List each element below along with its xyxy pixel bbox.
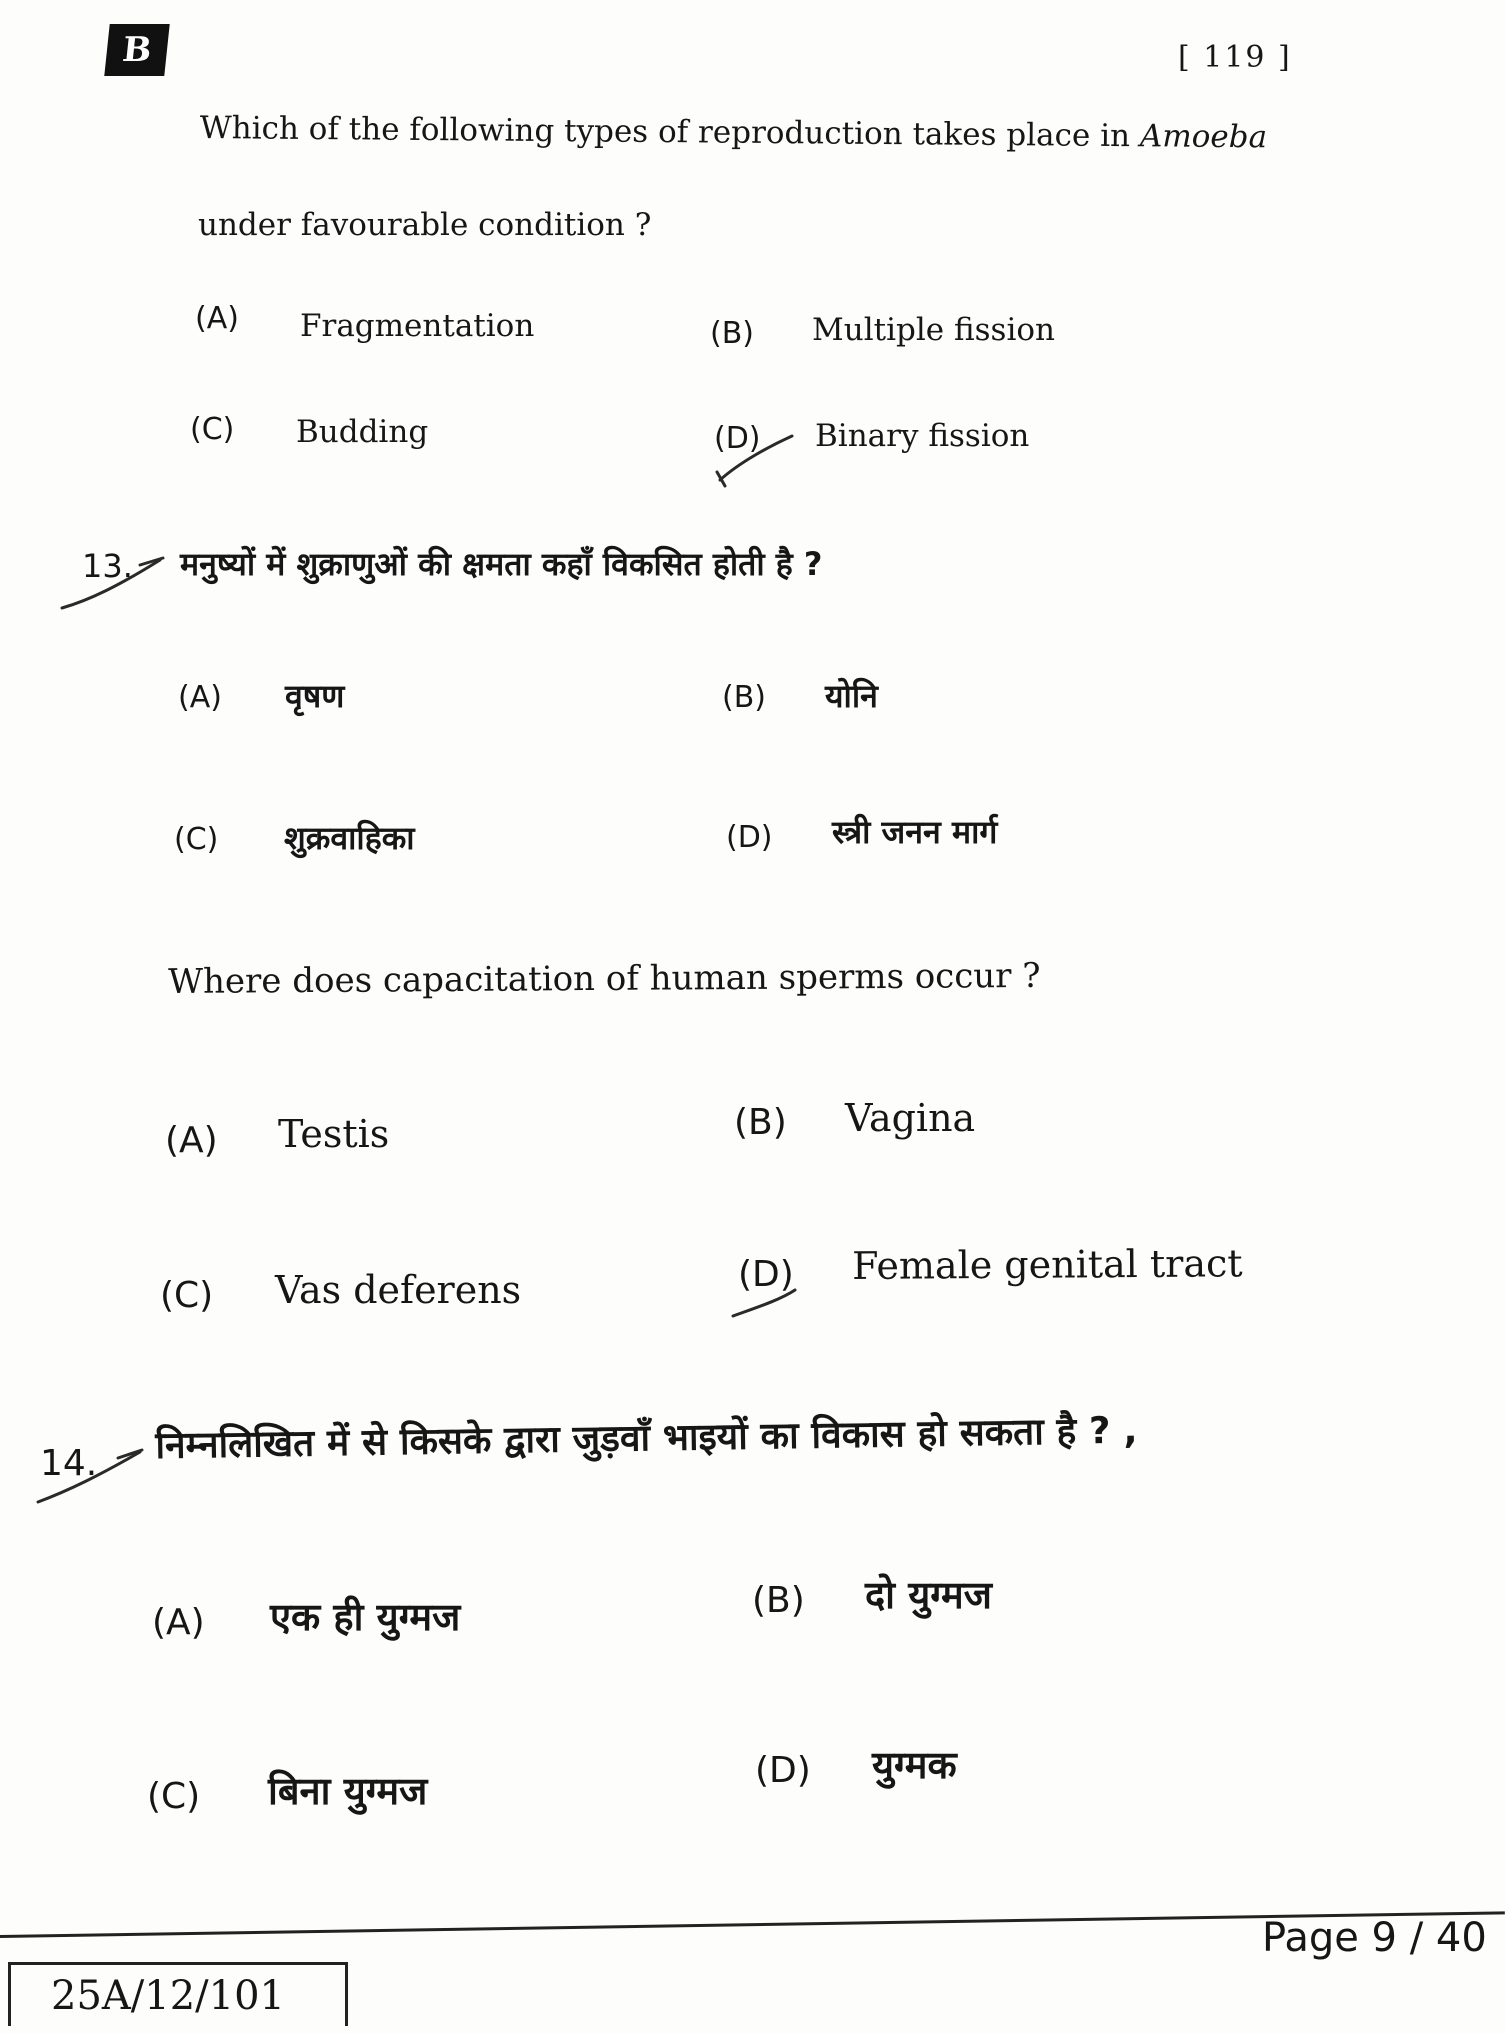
q13-hindi-option-b-text: योनि xyxy=(825,677,878,715)
q13-hindi-option-c-text: शुक्रवाहिका xyxy=(284,819,415,857)
q14-option-d-label: (D) xyxy=(755,1750,811,1791)
q13-hindi-option-d-text: स्त्री जनन मार्ग xyxy=(832,813,998,851)
q13-english-text: Where does capacitation of human sperms occur ? xyxy=(168,955,1041,1002)
q12-option-d-text: Binary fission xyxy=(815,418,1030,454)
page-number: Page 9 / 40 xyxy=(1262,1915,1487,1961)
q13-english-option-d-label: (D) xyxy=(738,1254,794,1295)
q12-text-prefix: Which of the following types of reproduction takes place in xyxy=(199,110,1141,155)
q14-option-d-text: युग्मक xyxy=(872,1743,957,1787)
q12-option-b-label: (B) xyxy=(710,316,754,351)
q13-hindi-text: मनुष्यों में शुक्राणुओं की क्षमता कहाँ विकसित होती है ? xyxy=(180,545,823,583)
q13-number: 13. xyxy=(82,547,133,585)
q12-option-b-text: Multiple fission xyxy=(812,312,1055,348)
q13-english-option-b-text: Vagina xyxy=(845,1096,976,1140)
q12-text-italic: Amoeba xyxy=(1139,118,1268,156)
q12-text-line1 xyxy=(200,110,1267,155)
q13-hindi-option-c-label: (C) xyxy=(174,822,219,857)
q13-english-option-c-label: (C) xyxy=(160,1275,214,1316)
q14-option-a-text: एक ही युग्मज xyxy=(270,1595,461,1639)
q12-option-d-label: (D) xyxy=(714,421,761,456)
page-code: [ 119 ] xyxy=(1178,40,1292,75)
q13-english-option-a-label: (A) xyxy=(165,1120,218,1161)
q14-option-a-label: (A) xyxy=(152,1602,205,1643)
q13-hindi-option-a-text: वृषण xyxy=(285,677,345,715)
q12-option-c-label: (C) xyxy=(190,412,235,447)
q13-english-option-c-text: Vas deferens xyxy=(275,1268,522,1312)
q12-text-line2: under favourable condition ? xyxy=(198,207,652,243)
q14-hindi-text: निम्नलिखित में से किसके द्वारा जुड़वाँ भाइयों का विकास हो सकता है ? , xyxy=(155,1408,1138,1467)
q12-option-a-label: (A) xyxy=(195,301,239,336)
paper-code-box: 25A/12/101 xyxy=(8,1962,348,2026)
q13-hindi-option-a-label: (A) xyxy=(178,680,222,715)
q14-number: 14. xyxy=(40,1443,98,1484)
q14-option-c-label: (C) xyxy=(147,1776,201,1817)
q13-english-option-d-text: Female genital tract xyxy=(852,1241,1243,1288)
q14-option-b-label: (B) xyxy=(752,1580,805,1621)
q12-option-c-text: Budding xyxy=(296,414,429,450)
q13-english-option-a-text: Testis xyxy=(278,1112,390,1156)
q13-hindi-option-b-label: (B) xyxy=(722,680,766,715)
q12-option-a-text: Fragmentation xyxy=(300,308,535,344)
set-label-badge: B xyxy=(104,24,169,76)
q14-option-b-text: दो युग्मज xyxy=(865,1573,992,1617)
q13-english-option-b-label: (B) xyxy=(734,1102,787,1143)
q13-hindi-option-d-label: (D) xyxy=(726,820,773,855)
q14-option-c-text: बिना युग्मज xyxy=(268,1769,428,1813)
